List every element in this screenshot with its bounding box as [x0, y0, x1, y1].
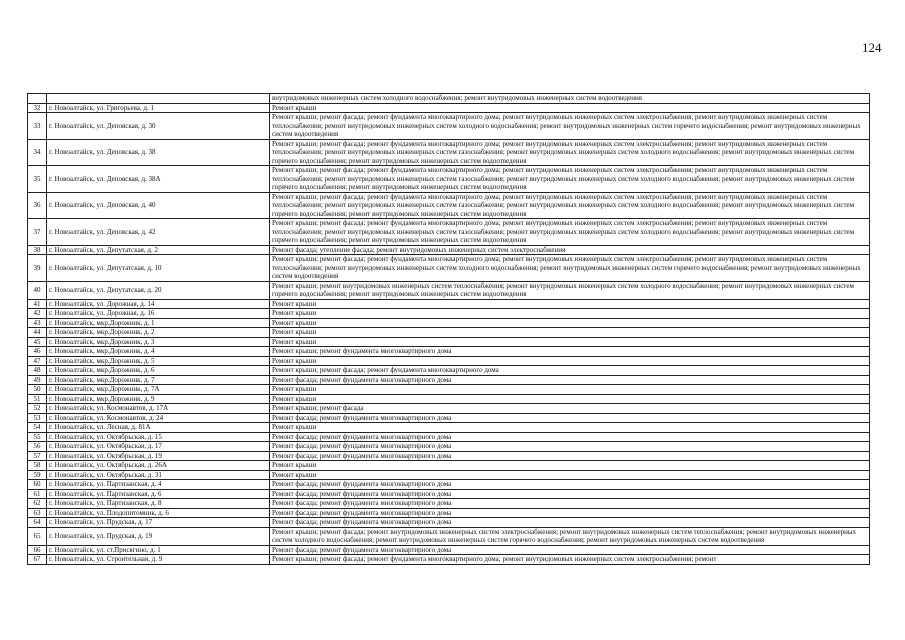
works-cell: Ремонт крыши: [270, 385, 870, 395]
works-cell: Ремонт крыши; ремонт фасада; ремонт фундамента многоквартирного дома; ремонт внутридомовых инженерных систем электроснабжения; ремонт внутридомовых инженерных систем теплоснабжения; ремонт внутридомовых инженерных систем холодного водоснабжения; ремонт внутридомовых инженерных систем горячего водоснабжения; ремонт внутридомовых инженерных систем водоотведения: [270, 255, 870, 282]
address-cell: г. Новоалтайск, ул. Космонавтов, д. 24: [47, 413, 270, 423]
row-number-cell: 63: [28, 508, 47, 518]
works-cell: Ремонт фасада; утепление фасада; ремонт внутридомовых инженерных систем электроснабжения: [270, 245, 870, 255]
address-cell: г. Новоалтайск, ул. Прудская, д. 17: [47, 518, 270, 528]
works-cell: Ремонт крыши; ремонт внутридомовых инженерных систем теплоснабжения; ремонт внутридомовых инженерных систем холодного водоснабжения; ремонт внутридомовых инженерных систем горячего водоснабжения; ремонт внутридомовых инженерных систем водоотведения: [270, 281, 870, 299]
table-row: [28, 328, 870, 338]
row-number-cell: 62: [28, 499, 47, 509]
row-number-cell: 36: [28, 192, 47, 219]
row-number-cell: 34: [28, 139, 47, 166]
table-row: [28, 489, 870, 499]
works-cell: Ремонт крыши; ремонт фасада; ремонт внутридомовых инженерных систем электроснабжения; ремонт внутридомовых инженерных систем теплоснабжения; ремонт внутридомовых инженерных систем холодного водоснабжения; ремонт внутридомовых инженерных систем горячего водоснабжения; ремонт внутридомовых инженерных систем водоотведения: [270, 527, 870, 545]
address-cell: г. Новоалтайск, ул. Лесная, д. 81А: [47, 423, 270, 433]
works-cell: Ремонт фасада; ремонт фундамента многоквартирного дома: [270, 489, 870, 499]
works-cell: Ремонт крыши: [270, 337, 870, 347]
table-row: [28, 309, 870, 319]
address-cell: г. Новоалтайск, мкр.Дорожник, д. 9: [47, 394, 270, 404]
address-cell: г. Новоалтайск, ул. Григорьева, д. 1: [47, 103, 270, 113]
row-number-cell: 44: [28, 328, 47, 338]
address-cell: г. Новоалтайск, ул. Партизанская, д. 8: [47, 499, 270, 509]
row-number-cell: 67: [28, 555, 47, 565]
row-number-cell: 43: [28, 318, 47, 328]
works-cell: Ремонт крыши: [270, 470, 870, 480]
table-row: [28, 356, 870, 366]
works-cell: Ремонт крыши; ремонт фасада; ремонт фундамента многоквартирного дома; ремонт внутридомовых инженерных систем электроснабжения; ремонт внутридомовых инженерных систем теплоснабжения; ремонт внутридомовых инженерных систем газоснабжения; ремонт внутридомовых инженерных систем холодного водоснабжения; ремонт внутридомовых инженерных систем горячего водоснабжения; ремонт внутридомовых инженерных систем водоотведения: [270, 219, 870, 246]
address-cell: г. Новоалтайск, ул. Строительная, д. 9: [47, 555, 270, 565]
table-row: [28, 527, 870, 545]
table-row: [28, 404, 870, 414]
works-cell: Ремонт фасада; ремонт фундамента многоквартирного дома: [270, 432, 870, 442]
address-cell: г. Новоалтайск, ул. Деповская, д. 38А: [47, 166, 270, 193]
works-cell: Ремонт крыши: [270, 103, 870, 113]
table-row: [28, 281, 870, 299]
row-number-cell: 39: [28, 255, 47, 282]
address-cell: г. Новоалтайск, ул. Партизанская, д. 6: [47, 489, 270, 499]
address-cell: г. Новоалтайск, ул. Плодопитомник, д. 6: [47, 508, 270, 518]
address-cell: г. Новоалтайск, ул. Деповская, д. 30: [47, 113, 270, 140]
works-cell: Ремонт фасада; ремонт фундамента многоквартирного дома: [270, 508, 870, 518]
works-cell: Ремонт крыши; ремонт фундамента многоквартирного дома: [270, 347, 870, 357]
works-cell: Ремонт фасада; ремонт фундамента многоквартирного дома: [270, 480, 870, 490]
table-row: [28, 318, 870, 328]
row-number-cell: 38: [28, 245, 47, 255]
works-cell: Ремонт крыши: [270, 423, 870, 433]
address-cell: г. Новоалтайск, ул. Октябрьская, д. 15: [47, 432, 270, 442]
row-number-cell: 59: [28, 470, 47, 480]
works-cell: Ремонт крыши: [270, 328, 870, 338]
row-number-cell: 60: [28, 480, 47, 490]
address-cell: г. Новоалтайск, мкр.Дорожник, д. 2: [47, 328, 270, 338]
address-cell: г. Новоалтайск, ул. ст.Присягино, д. 1: [47, 545, 270, 555]
table-row: [28, 192, 870, 219]
table-row: [28, 166, 870, 193]
works-cell: Ремонт крыши; ремонт фасада; ремонт фундамента многоквартирного дома: [270, 366, 870, 376]
address-cell: г. Новоалтайск, мкр.Дорожник, д. 5: [47, 356, 270, 366]
works-cell: Ремонт крыши: [270, 299, 870, 309]
row-number-cell: 40: [28, 281, 47, 299]
row-number-cell: 53: [28, 413, 47, 423]
row-number-cell: 65: [28, 527, 47, 545]
address-cell: [47, 94, 270, 104]
row-number-cell: 41: [28, 299, 47, 309]
table-row: [28, 423, 870, 433]
continuation-row: [28, 94, 870, 104]
address-cell: г. Новоалтайск, ул. Деповская, д. 42: [47, 219, 270, 246]
address-cell: г. Новоалтайск, мкр.Дорожник, д. 1: [47, 318, 270, 328]
address-cell: г. Новоалтайск, ул. Октябрьская, д. 17: [47, 442, 270, 452]
address-cell: г. Новоалтайск, мкр.Дорожник, д. 7: [47, 375, 270, 385]
table-row: [28, 337, 870, 347]
table-row: [28, 103, 870, 113]
table-row: [28, 219, 870, 246]
table-row: [28, 139, 870, 166]
address-cell: г. Новоалтайск, ул. Октябрьская, д. 26А: [47, 461, 270, 471]
table-row: [28, 245, 870, 255]
works-cell: Ремонт крыши: [270, 356, 870, 366]
address-cell: г. Новоалтайск, мкр.Дорожник, д. 3: [47, 337, 270, 347]
works-cell: Ремонт фасада; ремонт фундамента многоквартирного дома: [270, 413, 870, 423]
works-cell: Ремонт фасада; ремонт фундамента многоквартирного дома: [270, 518, 870, 528]
row-number-cell: 46: [28, 347, 47, 357]
row-number-cell: 37: [28, 219, 47, 246]
table-row: [28, 461, 870, 471]
table-row: [28, 470, 870, 480]
address-cell: г. Новоалтайск, ул. Деповская, д. 40: [47, 192, 270, 219]
row-number-cell: 66: [28, 545, 47, 555]
row-number-cell: 51: [28, 394, 47, 404]
address-cell: г. Новоалтайск, мкр.Дорожник, д. 4: [47, 347, 270, 357]
table-row: [28, 508, 870, 518]
table-row: [28, 432, 870, 442]
works-cell: Ремонт фасада; ремонт фундамента многоквартирного дома: [270, 545, 870, 555]
row-number-cell: [28, 94, 47, 104]
address-cell: г. Новоалтайск, ул. Депутатская, д. 10: [47, 255, 270, 282]
table-row: [28, 413, 870, 423]
row-number-cell: 56: [28, 442, 47, 452]
works-cell: Ремонт фасада; ремонт фундамента многоквартирного дома: [270, 442, 870, 452]
works-cell: Ремонт фасада; ремонт фундамента многоквартирного дома: [270, 375, 870, 385]
works-cell: Ремонт крыши; ремонт фасада; ремонт фундамента многоквартирного дома; ремонт внутридомовых инженерных систем электроснабжения; ремонт внутридомовых инженерных систем теплоснабжения; ремонт внутридомовых инженерных систем газоснабжения; ремонт внутридомовых инженерных систем холодного водоснабжения; ремонт внутридомовых инженерных систем горячего водоснабжения; ремонт внутридомовых инженерных систем водоотведения: [270, 192, 870, 219]
table-row: [28, 255, 870, 282]
works-cell: Ремонт крыши: [270, 309, 870, 319]
works-cell: Ремонт крыши; ремонт фасада; ремонт фундамента многоквартирного дома; ремонт внутридомовых инженерных систем электроснабжения; ремонт внутридомовых инженерных систем теплоснабжения; ремонт внутридомовых инженерных систем газоснабжения; ремонт внутридомовых инженерных систем холодного водоснабжения; ремонт внутридомовых инженерных систем горячего водоснабжения; ремонт внутридомовых инженерных систем водоотведения: [270, 166, 870, 193]
row-number-cell: 55: [28, 432, 47, 442]
table-row: [28, 555, 870, 565]
address-cell: г. Новоалтайск, мкр.Дорожник, д. 6: [47, 366, 270, 376]
row-number-cell: 35: [28, 166, 47, 193]
address-cell: г. Новоалтайск, ул. Партизанская, д. 4: [47, 480, 270, 490]
row-number-cell: 50: [28, 385, 47, 395]
table-row: [28, 442, 870, 452]
address-cell: г. Новоалтайск, ул. Космонавтов, д. 17А: [47, 404, 270, 414]
table-row: [28, 375, 870, 385]
table-body: [28, 94, 870, 565]
address-cell: г. Новоалтайск, ул. Дорожная, д. 14: [47, 299, 270, 309]
address-cell: г. Новоалтайск, ул. Дорожная, д. 16: [47, 309, 270, 319]
address-cell: г. Новоалтайск, ул. Октябрьская, д. 19: [47, 451, 270, 461]
row-number-cell: 32: [28, 103, 47, 113]
row-number-cell: 48: [28, 366, 47, 376]
row-number-cell: 61: [28, 489, 47, 499]
row-number-cell: 47: [28, 356, 47, 366]
table-row: [28, 518, 870, 528]
table-row: [28, 347, 870, 357]
address-cell: г. Новоалтайск, ул. Октябрьская, д. 31: [47, 470, 270, 480]
table-row: [28, 499, 870, 509]
works-cell: Ремонт крыши; ремонт фасада; ремонт фундамента многоквартирного дома; ремонт внутридомовых инженерных систем электроснабжения; ремонт: [270, 555, 870, 565]
row-number-cell: 49: [28, 375, 47, 385]
row-number-cell: 54: [28, 423, 47, 433]
works-cell: Ремонт крыши; ремонт фасада: [270, 404, 870, 414]
address-cell: г. Новоалтайск, ул. Деповская, д. 38: [47, 139, 270, 166]
row-number-cell: 58: [28, 461, 47, 471]
row-number-cell: 57: [28, 451, 47, 461]
address-cell: г. Новоалтайск, ул. Депутатская, д. 2: [47, 245, 270, 255]
table-row: [28, 394, 870, 404]
works-cell: внутридомовых инженерных систем холодного водоснабжения; ремонт внутридомовых инженерных систем водоотведения: [270, 94, 870, 104]
repair-register-table: [27, 93, 870, 565]
address-cell: г. Новоалтайск, мкр.Дорожник, д. 7А: [47, 385, 270, 395]
table-row: [28, 480, 870, 490]
row-number-cell: 42: [28, 309, 47, 319]
works-cell: Ремонт крыши: [270, 461, 870, 471]
works-cell: Ремонт крыши: [270, 318, 870, 328]
table-row: [28, 451, 870, 461]
address-cell: г. Новоалтайск, ул. Прудская, д. 19: [47, 527, 270, 545]
address-cell: г. Новоалтайск, ул. Депутатская, д. 20: [47, 281, 270, 299]
table-row: [28, 113, 870, 140]
row-number-cell: 52: [28, 404, 47, 414]
table-row: [28, 366, 870, 376]
table-row: [28, 299, 870, 309]
works-cell: Ремонт крыши; ремонт фасада; ремонт фундамента многоквартирного дома; ремонт внутридомовых инженерных систем электроснабжения; ремонт внутридомовых инженерных систем теплоснабжения; ремонт внутридомовых инженерных систем газоснабжения; ремонт внутридомовых инженерных систем холодного водоснабжения; ремонт внутридомовых инженерных систем горячего водоснабжения; ремонт внутридомовых инженерных систем водоотведения: [270, 139, 870, 166]
works-cell: Ремонт фасада; ремонт фундамента многоквартирного дома: [270, 499, 870, 509]
row-number-cell: 64: [28, 518, 47, 528]
row-number-cell: 33: [28, 113, 47, 140]
table-row: [28, 385, 870, 395]
table-row: [28, 545, 870, 555]
page-number: 124: [862, 40, 882, 55]
row-number-cell: 45: [28, 337, 47, 347]
works-cell: Ремонт крыши: [270, 394, 870, 404]
works-cell: Ремонт крыши; ремонт фасада; ремонт фундамента многоквартирного дома; ремонт внутридомовых инженерных систем электроснабжения; ремонт внутридомовых инженерных систем теплоснабжения; ремонт внутридомовых инженерных систем холодного водоснабжения; ремонт внутридомовых инженерных систем горячего водоснабжения; ремонт внутридомовых инженерных систем водоотведения: [270, 113, 870, 140]
works-cell: Ремонт фасада; ремонт фундамента многоквартирного дома: [270, 451, 870, 461]
